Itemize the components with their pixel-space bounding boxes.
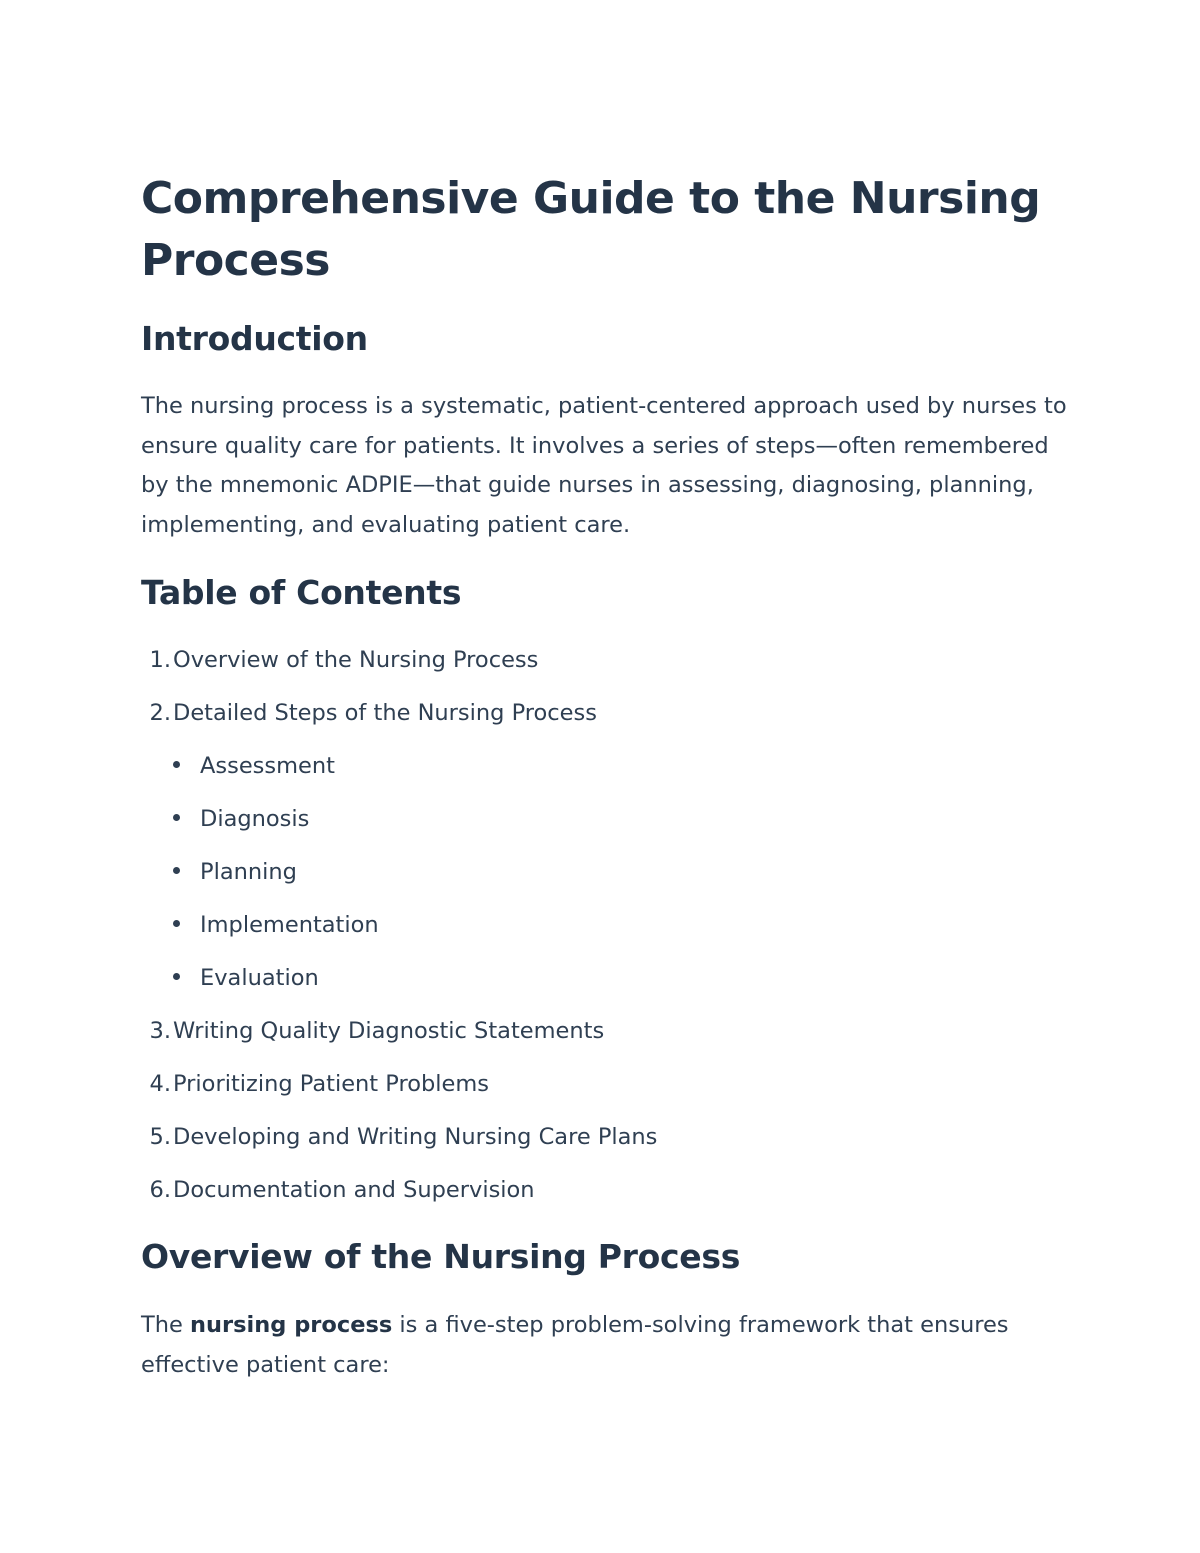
toc-subitem-label: Evaluation bbox=[200, 965, 319, 991]
toc-item-label: Detailed Steps of the Nursing Process bbox=[173, 700, 597, 726]
toc-subitem-label: Assessment bbox=[200, 753, 335, 779]
toc-item-5[interactable] bbox=[141, 1122, 657, 1152]
overview-bold-term: nursing process bbox=[190, 1312, 393, 1338]
introduction-paragraph: The nursing process is a systematic, patient-centered approach used by nurses to ensure quality care for patients. It involves a series of steps—often remembered by the mnemonic ADPIE—that guide nurses in assessing, diagnosing, planning, implementing, and evaluating patient care. bbox=[141, 393, 1067, 538]
toc-subitem-label: Planning bbox=[200, 859, 297, 885]
toc-item-label: Documentation and Supervision bbox=[173, 1177, 535, 1203]
toc-item-1[interactable] bbox=[141, 645, 538, 675]
overview-text-end: is a five-step problem-solving framework that ensures effective patient care: bbox=[141, 1312, 1009, 1378]
toc-subitem-evaluation[interactable] bbox=[171, 963, 319, 993]
toc-subitem-label: Diagnosis bbox=[200, 806, 310, 832]
toc-item-label: Prioritizing Patient Problems bbox=[173, 1071, 489, 1097]
toc-item-number: 4. bbox=[149, 1071, 171, 1097]
toc-heading: Table of Contents bbox=[141, 573, 462, 612]
introduction-heading: Introduction bbox=[141, 319, 368, 358]
toc-subitem-implementation[interactable] bbox=[171, 910, 379, 940]
toc-subitem-assessment[interactable] bbox=[171, 751, 335, 781]
bullet-icon bbox=[173, 761, 180, 768]
toc-item-4[interactable] bbox=[141, 1069, 489, 1099]
toc-subitem-label: Implementation bbox=[200, 912, 379, 938]
toc-item-6[interactable] bbox=[141, 1175, 535, 1205]
bullet-icon bbox=[173, 973, 180, 980]
toc-item-number: 5. bbox=[149, 1124, 171, 1150]
toc-subitem-planning[interactable] bbox=[171, 857, 297, 887]
document-title: Comprehensive Guide to the Nursing Process bbox=[141, 173, 1041, 286]
bullet-icon bbox=[173, 920, 180, 927]
toc-item-number: 2. bbox=[149, 700, 171, 726]
toc-item-label: Writing Quality Diagnostic Statements bbox=[173, 1018, 605, 1044]
toc-item-3[interactable] bbox=[141, 1016, 604, 1046]
toc-item-label: Overview of the Nursing Process bbox=[173, 647, 539, 673]
toc-item-number: 3. bbox=[149, 1018, 171, 1044]
toc-item-number: 6. bbox=[149, 1177, 171, 1203]
overview-heading: Overview of the Nursing Process bbox=[141, 1237, 741, 1276]
bullet-icon bbox=[173, 814, 180, 821]
bullet-icon bbox=[173, 867, 180, 874]
overview-paragraph bbox=[141, 1306, 1071, 1385]
toc-item-2[interactable] bbox=[141, 698, 597, 728]
overview-text-start: The bbox=[141, 1312, 190, 1338]
toc-item-label: Developing and Writing Nursing Care Plans bbox=[173, 1124, 658, 1150]
toc-item-number: 1. bbox=[149, 647, 171, 673]
toc-subitem-diagnosis[interactable] bbox=[171, 804, 309, 834]
